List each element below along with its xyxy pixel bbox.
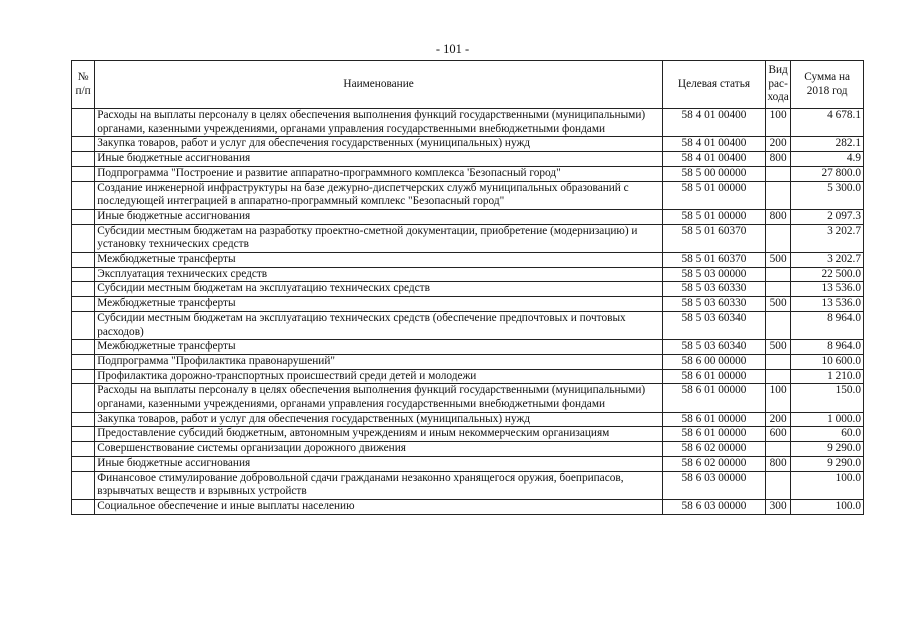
- cell-amount: 1 000.0: [791, 412, 864, 427]
- cell-num: [72, 427, 95, 442]
- cell-name: Финансовое стимулирование добровольной сдачи гражданами незаконно хранящегося оружия, боеприпасов, взрывчатых веществ и взрывных устройств: [95, 471, 663, 499]
- cell-name: Расходы на выплаты персоналу в целях обеспечения выполнения функций государственными (муниципальными) органами, казенными учреждениями, органами управления государственными внебюджетными фондами: [95, 109, 663, 137]
- cell-name: Субсидии местным бюджетам на эксплуатацию технических средств: [95, 282, 663, 297]
- cell-num: [72, 384, 95, 412]
- cell-expense-type: 500: [766, 297, 791, 312]
- cell-target-article: 58 5 03 60330: [662, 297, 765, 312]
- header-sum: Сумма на 2018 год: [791, 61, 864, 109]
- cell-target-article: 58 5 00 00000: [662, 166, 765, 181]
- table-body: [72, 109, 864, 515]
- cell-name: Закупка товаров, работ и услуг для обеспечения государственных (муниципальных) нужд: [95, 137, 663, 152]
- cell-target-article: 58 6 02 00000: [662, 456, 765, 471]
- cell-expense-type: [766, 166, 791, 181]
- cell-num: [72, 137, 95, 152]
- cell-amount: 8 964.0: [791, 340, 864, 355]
- table-row: [72, 224, 864, 252]
- cell-name: Предоставление субсидий бюджетным, автономным учреждениям и иным некоммерческим организациям: [95, 427, 663, 442]
- cell-expense-type: 300: [766, 499, 791, 514]
- cell-num: [72, 412, 95, 427]
- cell-expense-type: [766, 442, 791, 457]
- header-kind: Вид рас-хода: [766, 61, 791, 109]
- cell-amount: 27 800.0: [791, 166, 864, 181]
- cell-name: Иные бюджетные ассигнования: [95, 456, 663, 471]
- cell-amount: 13 536.0: [791, 297, 864, 312]
- table-row: [72, 282, 864, 297]
- cell-target-article: 58 6 01 00000: [662, 412, 765, 427]
- cell-amount: 4.9: [791, 152, 864, 167]
- cell-expense-type: 100: [766, 384, 791, 412]
- cell-amount: 10 600.0: [791, 354, 864, 369]
- cell-num: [72, 340, 95, 355]
- cell-amount: 8 964.0: [791, 311, 864, 339]
- table-header-row: [72, 61, 864, 109]
- cell-name: Иные бюджетные ассигнования: [95, 152, 663, 167]
- cell-name: Иные бюджетные ассигнования: [95, 209, 663, 224]
- cell-num: [72, 442, 95, 457]
- table-row: [72, 109, 864, 137]
- cell-amount: 150.0: [791, 384, 864, 412]
- header-code: Целевая статья: [662, 61, 765, 109]
- cell-expense-type: 500: [766, 253, 791, 268]
- cell-name: Межбюджетные трансферты: [95, 253, 663, 268]
- cell-num: [72, 253, 95, 268]
- cell-num: [72, 499, 95, 514]
- cell-expense-type: [766, 311, 791, 339]
- table-row: [72, 369, 864, 384]
- cell-name: Межбюджетные трансферты: [95, 297, 663, 312]
- table-row: [72, 384, 864, 412]
- cell-num: [72, 166, 95, 181]
- cell-amount: 5 300.0: [791, 181, 864, 209]
- cell-expense-type: 800: [766, 456, 791, 471]
- table-row: [72, 340, 864, 355]
- cell-amount: 22 500.0: [791, 267, 864, 282]
- cell-amount: 13 536.0: [791, 282, 864, 297]
- cell-target-article: 58 6 00 00000: [662, 354, 765, 369]
- cell-amount: 1 210.0: [791, 369, 864, 384]
- cell-expense-type: 100: [766, 109, 791, 137]
- table-row: [72, 354, 864, 369]
- budget-table: [71, 60, 864, 515]
- cell-target-article: 58 4 01 00400: [662, 109, 765, 137]
- cell-name: Межбюджетные трансферты: [95, 340, 663, 355]
- cell-expense-type: [766, 369, 791, 384]
- page-number: - 101 -: [435, 42, 470, 56]
- table-row: [72, 137, 864, 152]
- header-num: № п/п: [72, 61, 95, 109]
- table-row: [72, 427, 864, 442]
- cell-target-article: 58 5 01 00000: [662, 209, 765, 224]
- table-row: [72, 267, 864, 282]
- table-row: [72, 253, 864, 268]
- cell-expense-type: 800: [766, 152, 791, 167]
- cell-target-article: 58 6 01 00000: [662, 427, 765, 442]
- cell-name: Социальное обеспечение и иные выплаты населению: [95, 499, 663, 514]
- cell-expense-type: [766, 224, 791, 252]
- cell-num: [72, 224, 95, 252]
- cell-name: Подпрограмма "Построение и развитие аппаратно-программного комплекса 'Безопасный город": [95, 166, 663, 181]
- table-row: [72, 499, 864, 514]
- table-row: [72, 456, 864, 471]
- table-row: [72, 297, 864, 312]
- cell-name: Профилактика дорожно-транспортных происшествий среди детей и молодежи: [95, 369, 663, 384]
- cell-target-article: 58 5 01 00000: [662, 181, 765, 209]
- cell-target-article: 58 6 01 00000: [662, 369, 765, 384]
- cell-expense-type: 500: [766, 340, 791, 355]
- cell-num: [72, 456, 95, 471]
- table-row: [72, 311, 864, 339]
- cell-num: [72, 282, 95, 297]
- cell-name: Эксплуатация технических средств: [95, 267, 663, 282]
- table-row: [72, 152, 864, 167]
- cell-expense-type: [766, 471, 791, 499]
- cell-expense-type: 800: [766, 209, 791, 224]
- cell-expense-type: 200: [766, 412, 791, 427]
- cell-num: [72, 354, 95, 369]
- table-row: [72, 181, 864, 209]
- cell-amount: 282.1: [791, 137, 864, 152]
- cell-num: [72, 267, 95, 282]
- cell-amount: 2 097.3: [791, 209, 864, 224]
- cell-target-article: 58 4 01 00400: [662, 152, 765, 167]
- cell-num: [72, 471, 95, 499]
- cell-num: [72, 311, 95, 339]
- cell-num: [72, 181, 95, 209]
- cell-target-article: 58 4 01 00400: [662, 137, 765, 152]
- cell-name: Создание инженерной инфраструктуры на базе дежурно-диспетчерских служб муниципальных образований с последующей интеграцией в аппаратно-программный комплекс "Безопасный город": [95, 181, 663, 209]
- cell-expense-type: 600: [766, 427, 791, 442]
- cell-num: [72, 209, 95, 224]
- cell-amount: 4 678.1: [791, 109, 864, 137]
- cell-name: Закупка товаров, работ и услуг для обеспечения государственных (муниципальных) нужд: [95, 412, 663, 427]
- cell-target-article: 58 5 01 60370: [662, 253, 765, 268]
- cell-target-article: 58 5 03 00000: [662, 267, 765, 282]
- cell-amount: 100.0: [791, 499, 864, 514]
- table-row: [72, 209, 864, 224]
- cell-target-article: 58 6 03 00000: [662, 499, 765, 514]
- cell-target-article: 58 5 03 60330: [662, 282, 765, 297]
- table-row: [72, 471, 864, 499]
- cell-expense-type: 200: [766, 137, 791, 152]
- table-row: [72, 166, 864, 181]
- cell-num: [72, 152, 95, 167]
- cell-target-article: 58 5 03 60340: [662, 311, 765, 339]
- cell-target-article: 58 5 01 60370: [662, 224, 765, 252]
- cell-amount: 3 202.7: [791, 253, 864, 268]
- cell-name: Субсидии местным бюджетам на эксплуатацию технических средств (обеспечение предпочтовых и почтовых расходов): [95, 311, 663, 339]
- cell-name: Субсидии местным бюджетам на разработку проектно-сметной документации, приобретение (модернизацию) и установку технических средств: [95, 224, 663, 252]
- cell-amount: 3 202.7: [791, 224, 864, 252]
- cell-name: Подпрограмма "Профилактика правонарушений": [95, 354, 663, 369]
- cell-num: [72, 297, 95, 312]
- cell-target-article: 58 6 03 00000: [662, 471, 765, 499]
- cell-expense-type: [766, 267, 791, 282]
- cell-num: [72, 109, 95, 137]
- table-row: [72, 412, 864, 427]
- header-name: Наименование: [95, 61, 663, 109]
- cell-expense-type: [766, 181, 791, 209]
- cell-num: [72, 369, 95, 384]
- cell-name: Совершенствование системы организации дорожного движения: [95, 442, 663, 457]
- cell-amount: 100.0: [791, 471, 864, 499]
- cell-target-article: 58 6 01 00000: [662, 384, 765, 412]
- table-row: [72, 442, 864, 457]
- cell-amount: 9 290.0: [791, 456, 864, 471]
- cell-name: Расходы на выплаты персоналу в целях обеспечения выполнения функций государственными (муниципальными) органами, казенными учреждениями, органами управления государственными внебюджетными фондами: [95, 384, 663, 412]
- cell-target-article: 58 5 03 60340: [662, 340, 765, 355]
- cell-amount: 9 290.0: [791, 442, 864, 457]
- cell-amount: 60.0: [791, 427, 864, 442]
- cell-target-article: 58 6 02 00000: [662, 442, 765, 457]
- cell-expense-type: [766, 282, 791, 297]
- cell-expense-type: [766, 354, 791, 369]
